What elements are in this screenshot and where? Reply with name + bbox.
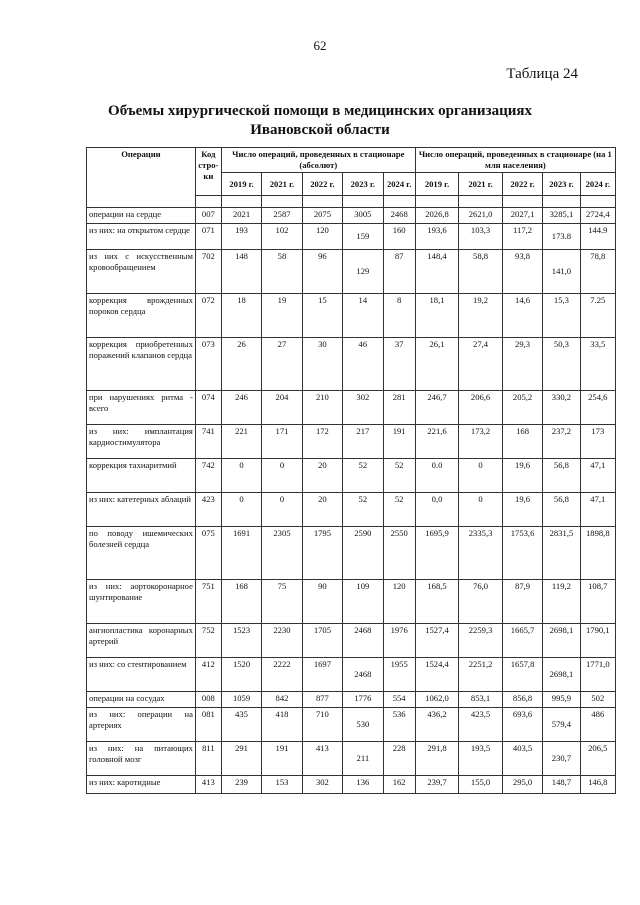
rate-value-cell: 144.9 [580,224,615,250]
rate-value-cell: 119,2 [543,580,580,624]
table-row [87,527,616,580]
rate-value-cell: 19,6 [502,493,542,527]
operation-name: из них: каротидные [87,776,196,794]
operation-name: из них: имплантация кардиостимулятора [87,425,196,459]
rate-value-cell: 486 [580,708,615,742]
absolute-value-cell: 204 [262,391,302,425]
header-absolute-group: Число операций, проведенных в стационаре (абсолют) [221,148,415,173]
table-row [87,338,616,391]
table-title-line-2: Ивановской области [250,122,390,138]
header-blank-cell [383,196,415,208]
rate-value-cell: 27,4 [459,338,503,391]
absolute-value-cell: 193 [221,224,261,250]
row-code: 413 [195,776,221,794]
rate-value-cell: 237,2 [543,425,580,459]
absolute-value-cell: 75 [262,580,302,624]
rate-value-cell: 1527,4 [415,624,459,658]
rate-value-cell: 141,0 [543,250,580,294]
rate-value-cell: 1695,9 [415,527,459,580]
rate-value-cell: 1657,8 [502,658,542,692]
rate-value-cell: 1062,0 [415,692,459,708]
row-code: 008 [195,692,221,708]
rate-value-cell: 230,7 [543,742,580,776]
operation-name: коррекция приобретенных поражений клапанов сердца [87,338,196,391]
operation-name: из них с искусственным кровообращением [87,250,196,294]
rate-value-cell: 1753,6 [502,527,542,580]
operation-name: коррекция тахиаритмий [87,459,196,493]
row-code: 742 [195,459,221,493]
absolute-value-cell: 191 [262,742,302,776]
absolute-value-cell: 842 [262,692,302,708]
operation-name: по поводу ишемических болезней сердца [87,527,196,580]
operation-name: из них: аортокоронарное шунтирование [87,580,196,624]
header-blank-cell [415,196,459,208]
table-row [87,459,616,493]
absolute-value-cell: 1705 [302,624,342,658]
absolute-value-cell: 162 [383,776,415,794]
absolute-value-cell: 58 [262,250,302,294]
absolute-value-cell: 109 [343,580,383,624]
row-code: 412 [195,658,221,692]
absolute-value-cell: 210 [302,391,342,425]
absolute-value-cell: 1520 [221,658,261,692]
rate-value-cell: 291,8 [415,742,459,776]
rate-value-cell: 206,5 [580,742,615,776]
absolute-value-cell: 302 [302,776,342,794]
absolute-value-cell: 153 [262,776,302,794]
header-blank-cell [302,196,342,208]
rate-value-cell: 995,9 [543,692,580,708]
absolute-value-cell: 530 [343,708,383,742]
absolute-value-cell: 148 [221,250,261,294]
rate-value-cell: 0.0 [415,459,459,493]
absolute-value-cell: 171 [262,425,302,459]
operation-name: ангиопластика коронарных артерий [87,624,196,658]
row-code: 811 [195,742,221,776]
absolute-value-cell: 2021 [221,208,261,224]
rate-value-cell: 2698,1 [543,658,580,692]
rate-value-cell: 1898,8 [580,527,615,580]
absolute-value-cell: 2222 [262,658,302,692]
rate-value-cell: 50,3 [543,338,580,391]
absolute-value-cell: 1795 [302,527,342,580]
rate-value-cell: 19,2 [459,294,503,338]
rate-value-cell: 1790,1 [580,624,615,658]
rate-value-cell: 76,0 [459,580,503,624]
rate-value-cell: 168,5 [415,580,459,624]
rate-value-cell: 246,7 [415,391,459,425]
rate-value-cell: 56,8 [543,493,580,527]
rate-value-cell: 78,8 [580,250,615,294]
rate-value-cell: 148,4 [415,250,459,294]
rate-value-cell: 193,6 [415,224,459,250]
table-row [87,742,616,776]
rate-value-cell: 7.25 [580,294,615,338]
surgery-volume-table [86,147,616,794]
rate-value-cell: 1665,7 [502,624,542,658]
rate-value-cell: 2698,1 [543,624,580,658]
rate-value-cell: 1771,0 [580,658,615,692]
absolute-value-cell: 19 [262,294,302,338]
absolute-value-cell: 1955 [383,658,415,692]
absolute-value-cell: 159 [343,224,383,250]
rate-value-cell: 206,6 [459,391,503,425]
absolute-value-cell: 2468 [343,658,383,692]
header-operations: Операции [87,148,196,208]
table-row [87,208,616,224]
rate-value-cell: 693,6 [502,708,542,742]
rate-value-cell: 205,2 [502,391,542,425]
operation-name: из них: операции на артериях [87,708,196,742]
absolute-value-cell: 877 [302,692,342,708]
header-blank-cell [195,196,221,208]
absolute-value-cell: 2468 [343,624,383,658]
rate-value-cell: 56,8 [543,459,580,493]
absolute-value-cell: 221 [221,425,261,459]
absolute-value-cell: 52 [383,459,415,493]
header-year: 2021 г. [459,173,503,196]
absolute-value-cell: 15 [302,294,342,338]
rate-value-cell: 29,3 [502,338,542,391]
absolute-value-cell: 2587 [262,208,302,224]
absolute-value-cell: 52 [343,459,383,493]
absolute-value-cell: 239 [221,776,261,794]
absolute-value-cell: 172 [302,425,342,459]
rate-value-cell: 58,8 [459,250,503,294]
absolute-value-cell: 129 [343,250,383,294]
rate-value-cell: 47,1 [580,493,615,527]
header-year: 2022 г. [502,173,542,196]
table-row [87,624,616,658]
operation-name: из них: на питающих головной мозг [87,742,196,776]
absolute-value-cell: 0 [221,493,261,527]
operation-name: из них: на открытом сердце [87,224,196,250]
row-code: 423 [195,493,221,527]
table-label: Таблица 24 [506,66,578,82]
absolute-value-cell: 536 [383,708,415,742]
rate-value-cell: 3285,1 [543,208,580,224]
header-blank-cell [543,196,580,208]
table-row [87,692,616,708]
rate-value-cell: 330,2 [543,391,580,425]
rate-value-cell: 403,5 [502,742,542,776]
header-year: 2024 г. [580,173,615,196]
rate-value-cell: 221,6 [415,425,459,459]
header-year: 2023 г. [343,173,383,196]
absolute-value-cell: 14 [343,294,383,338]
absolute-value-cell: 102 [262,224,302,250]
absolute-value-cell: 0 [221,459,261,493]
rate-value-cell: 2027,1 [502,208,542,224]
rate-value-cell: 26,1 [415,338,459,391]
absolute-value-cell: 20 [302,493,342,527]
rate-value-cell: 168 [502,425,542,459]
table-row [87,294,616,338]
absolute-value-cell: 52 [343,493,383,527]
row-code: 072 [195,294,221,338]
absolute-value-cell: 1697 [302,658,342,692]
absolute-value-cell: 710 [302,708,342,742]
rate-value-cell: 108,7 [580,580,615,624]
absolute-value-cell: 554 [383,692,415,708]
rate-value-cell: 239,7 [415,776,459,794]
rate-value-cell: 0 [459,459,503,493]
table-title [60,102,580,140]
rate-value-cell: 2831,5 [543,527,580,580]
rate-value-cell: 853,1 [459,692,503,708]
rate-value-cell: 87,9 [502,580,542,624]
table-row [87,224,616,250]
rate-value-cell: 2335,3 [459,527,503,580]
absolute-value-cell: 168 [221,580,261,624]
header-blank-cell [343,196,383,208]
operation-name: из них: катетерных аблаций [87,493,196,527]
row-code: 752 [195,624,221,658]
table-row [87,708,616,742]
table-row [87,425,616,459]
absolute-value-cell: 87 [383,250,415,294]
row-code: 075 [195,527,221,580]
row-code: 074 [195,391,221,425]
table-row [87,391,616,425]
rate-value-cell: 579,4 [543,708,580,742]
rate-value-cell: 2621,0 [459,208,503,224]
operation-name: операции на сосудах [87,692,196,708]
absolute-value-cell: 246 [221,391,261,425]
absolute-value-cell: 211 [343,742,383,776]
absolute-value-cell: 228 [383,742,415,776]
absolute-value-cell: 1523 [221,624,261,658]
rate-value-cell: 2724,4 [580,208,615,224]
rate-value-cell: 295,0 [502,776,542,794]
absolute-value-cell: 418 [262,708,302,742]
rate-value-cell: 173 [580,425,615,459]
absolute-value-cell: 191 [383,425,415,459]
rate-value-cell: 146,8 [580,776,615,794]
absolute-value-cell: 3005 [343,208,383,224]
absolute-value-cell: 2230 [262,624,302,658]
absolute-value-cell: 160 [383,224,415,250]
operation-name: операции на сердце [87,208,196,224]
absolute-value-cell: 120 [302,224,342,250]
absolute-value-cell: 2550 [383,527,415,580]
absolute-value-cell: 26 [221,338,261,391]
operation-name: коррекция врожденных пороков сердца [87,294,196,338]
operation-name: из них: со стентированием [87,658,196,692]
table-row [87,493,616,527]
header-blank-cell [262,196,302,208]
absolute-value-cell: 96 [302,250,342,294]
rate-value-cell: 856,8 [502,692,542,708]
rate-value-cell: 193,5 [459,742,503,776]
rate-value-cell: 148,7 [543,776,580,794]
header-year: 2021 г. [262,173,302,196]
absolute-value-cell: 0 [262,493,302,527]
header-blank-cell [459,196,503,208]
absolute-value-cell: 30 [302,338,342,391]
page-number: 62 [313,38,327,53]
rate-value-cell: 93,8 [502,250,542,294]
absolute-value-cell: 90 [302,580,342,624]
rate-value-cell: 173.8 [543,224,580,250]
table-row [87,250,616,294]
absolute-value-cell: 52 [383,493,415,527]
absolute-value-cell: 291 [221,742,261,776]
rate-value-cell: 15,3 [543,294,580,338]
rate-value-cell: 173,2 [459,425,503,459]
absolute-value-cell: 1691 [221,527,261,580]
header-blank-cell [502,196,542,208]
row-code: 751 [195,580,221,624]
rate-value-cell: 1524,4 [415,658,459,692]
absolute-value-cell: 281 [383,391,415,425]
operation-name: при нарушениях ритма - всего [87,391,196,425]
absolute-value-cell: 2468 [383,208,415,224]
rate-value-cell: 0,0 [415,493,459,527]
absolute-value-cell: 2075 [302,208,342,224]
absolute-value-cell: 8 [383,294,415,338]
header-year: 2024 г. [383,173,415,196]
absolute-value-cell: 2590 [343,527,383,580]
row-code: 702 [195,250,221,294]
absolute-value-cell: 413 [302,742,342,776]
row-code: 007 [195,208,221,224]
table-row [87,580,616,624]
table-row [87,776,616,794]
rate-value-cell: 33,5 [580,338,615,391]
absolute-value-cell: 1976 [383,624,415,658]
absolute-value-cell: 2305 [262,527,302,580]
rate-value-cell: 0 [459,493,503,527]
absolute-value-cell: 217 [343,425,383,459]
absolute-value-cell: 46 [343,338,383,391]
row-code: 081 [195,708,221,742]
table-title-line-1: Объемы хирургической помощи в медицинских организациях [108,103,532,119]
rate-value-cell: 103,3 [459,224,503,250]
absolute-value-cell: 0 [262,459,302,493]
header-year: 2019 г. [221,173,261,196]
header-year: 2023 г. [543,173,580,196]
absolute-value-cell: 1059 [221,692,261,708]
rate-value-cell: 502 [580,692,615,708]
header-rate-group: Число операций, проведенных в стационаре (на 1 млн населения) [415,148,615,173]
rate-value-cell: 436,2 [415,708,459,742]
absolute-value-cell: 1776 [343,692,383,708]
absolute-value-cell: 37 [383,338,415,391]
header-year: 2019 г. [415,173,459,196]
absolute-value-cell: 18 [221,294,261,338]
table-row [87,658,616,692]
header-code: Код стро-ки [195,148,221,196]
absolute-value-cell: 302 [343,391,383,425]
row-code: 741 [195,425,221,459]
absolute-value-cell: 27 [262,338,302,391]
rate-value-cell: 155,0 [459,776,503,794]
header-blank-cell [221,196,261,208]
rate-value-cell: 254,6 [580,391,615,425]
rate-value-cell: 2026,8 [415,208,459,224]
rate-value-cell: 14,6 [502,294,542,338]
rate-value-cell: 18,1 [415,294,459,338]
rate-value-cell: 117,2 [502,224,542,250]
absolute-value-cell: 435 [221,708,261,742]
row-code: 073 [195,338,221,391]
rate-value-cell: 423,5 [459,708,503,742]
rate-value-cell: 2251,2 [459,658,503,692]
rate-value-cell: 2259,3 [459,624,503,658]
header-blank-cell [580,196,615,208]
row-code: 071 [195,224,221,250]
rate-value-cell: 47,1 [580,459,615,493]
rate-value-cell: 19,6 [502,459,542,493]
absolute-value-cell: 120 [383,580,415,624]
absolute-value-cell: 136 [343,776,383,794]
header-year: 2022 г. [302,173,342,196]
absolute-value-cell: 20 [302,459,342,493]
